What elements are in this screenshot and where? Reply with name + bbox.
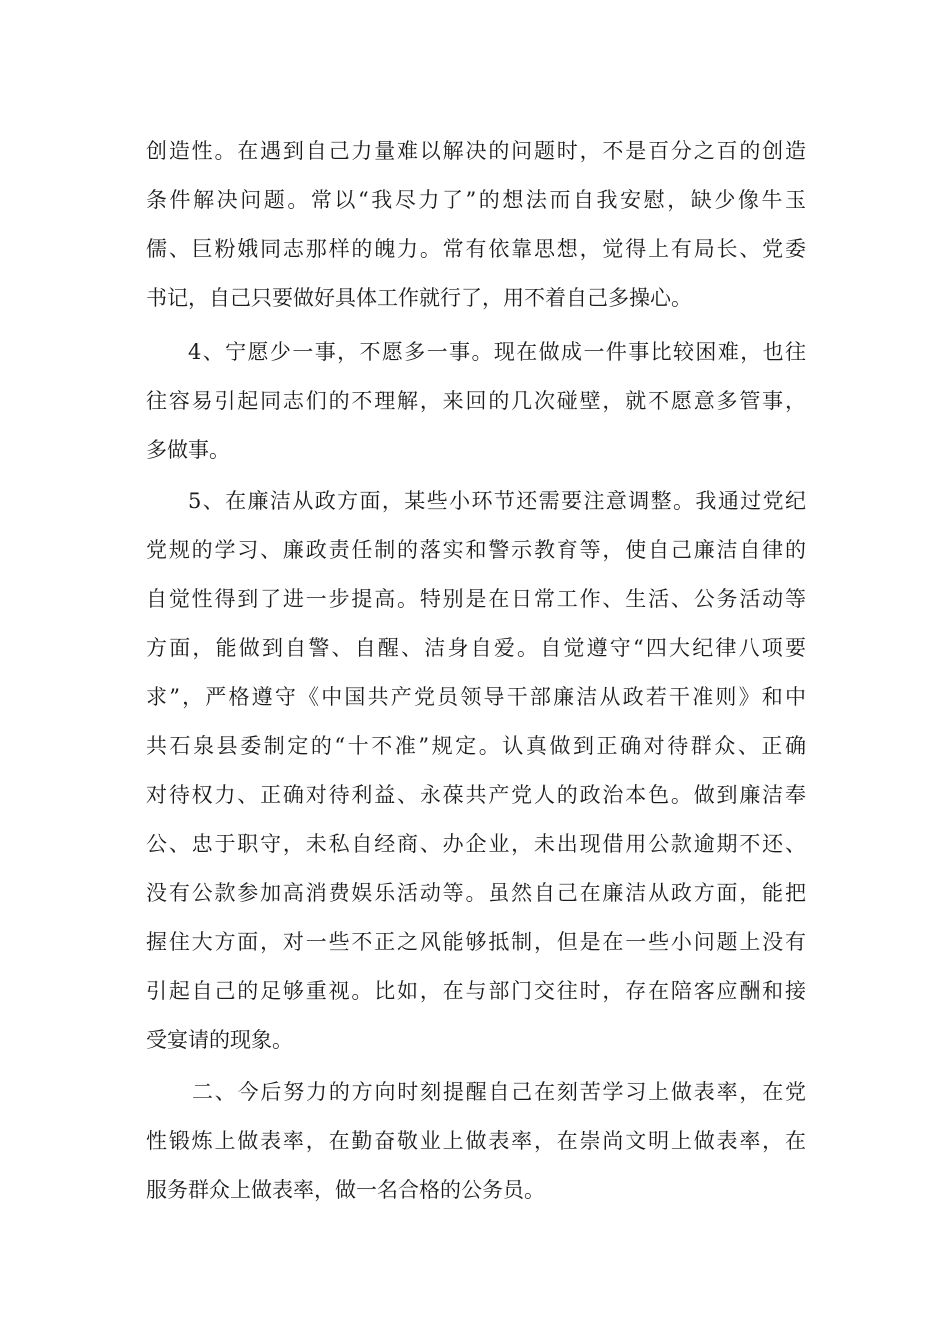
paragraph-3-line-6: 共石泉县委制定的“十不准”规定。认真做到正确对待群众、正确 (146, 734, 806, 758)
paragraph-1-line-1: 创造性。在遇到自己力量难以解决的问题时，不是百分之百的创造 (146, 139, 806, 163)
paragraph-3-line-4: 方面，能做到自警、自醒、洁身自爱。自觉遵守“四大纪律八项要 (146, 636, 806, 660)
paragraph-3-line-5: 求”，严格遵守《中国共产党员领导干部廉洁从政若干准则》和中 (146, 685, 806, 709)
paragraph-3-line-12: 受宴请的现象。 (146, 1028, 293, 1052)
paragraph-3-line-8: 公、忠于职守，未私自经商、办企业，未出现借用公款逾期不还、 (146, 832, 806, 856)
paragraph-3-line-3: 自觉性得到了进一步提高。特别是在日常工作、生活、公务活动等 (146, 587, 806, 611)
paragraph-2-line-1: 4、宁愿少一事，不愿多一事。现在做成一件事比较困难，也往 (188, 340, 806, 364)
paragraph-1-line-2: 条件解决问题。常以“我尽力了”的想法而自我安慰，缺少像牛玉 (146, 188, 806, 212)
paragraph-4-line-2: 性锻炼上做表率，在勤奋敬业上做表率，在崇尚文明上做表率，在 (146, 1129, 806, 1153)
paragraph-3-line-10: 握住大方面，对一些不正之风能够抵制，但是在一些小问题上没有 (146, 930, 806, 954)
paragraph-3-line-7: 对待权力、正确对待利益、永葆共产党人的政治本色。做到廉洁奉 (146, 783, 806, 807)
paragraph-2-line-3: 多做事。 (146, 438, 230, 462)
paragraph-4-line-1: 二、今后努力的方向时刻提醒自己在刻苦学习上做表率，在党 (192, 1080, 806, 1104)
paragraph-4-line-3: 服务群众上做表率，做一名合格的公务员。 (146, 1178, 545, 1202)
paragraph-3-line-11: 引起自己的足够重视。比如，在与部门交往时，存在陪客应酬和接 (146, 979, 806, 1003)
paragraph-3-line-9: 没有公款参加高消费娱乐活动等。虽然自己在廉洁从政方面，能把 (146, 881, 806, 905)
paragraph-3-line-2: 党规的学习、廉政责任制的落实和警示教育等，使自己廉洁自律的 (146, 538, 806, 562)
paragraph-3-line-1: 5、在廉洁从政方面，某些小环节还需要注意调整。我通过党纪 (188, 489, 806, 513)
paragraph-1-line-3: 儒、巨粉娥同志那样的魄力。常有依靠思想，觉得上有局长、党委 (146, 237, 806, 261)
paragraph-1-line-4: 书记，自己只要做好具体工作就行了，用不着自己多操心。 (146, 286, 692, 310)
paragraph-2-line-2: 往容易引起同志们的不理解，来回的几次碰壁，就不愿意多管事， (146, 389, 806, 413)
